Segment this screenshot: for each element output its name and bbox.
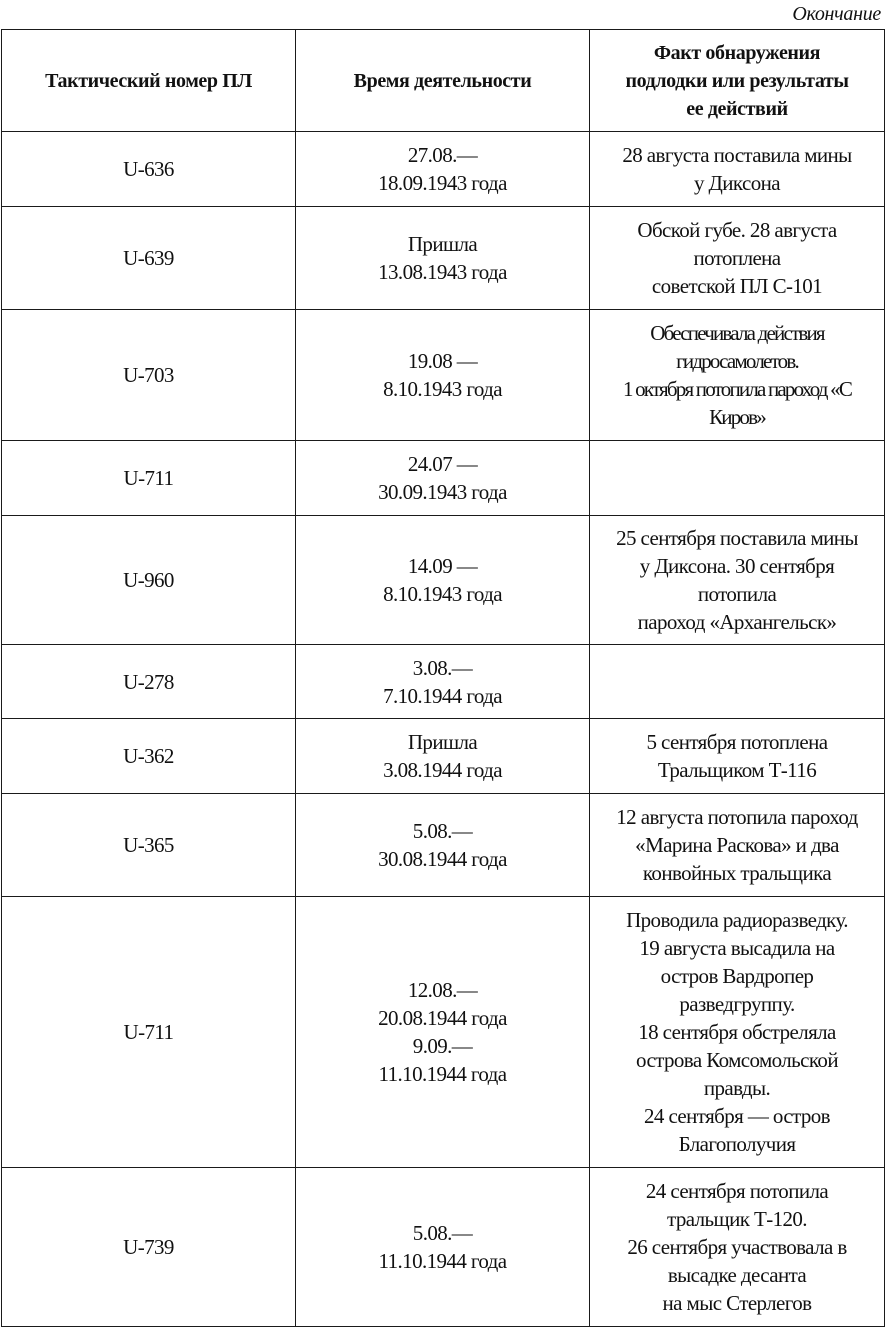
fact-line: 18 сентября обстреляла: [638, 1020, 836, 1044]
activity-time-cell: [296, 897, 590, 1168]
fact-line: Обеспечивала действия: [650, 321, 824, 345]
activity-time-line: 14.09 —: [407, 554, 478, 578]
tactical-number: U-365: [123, 833, 174, 857]
fact-line: потоплена: [693, 246, 781, 270]
activity-time-line: 5.08.—: [412, 1221, 473, 1245]
fact-line: Киров»: [709, 405, 765, 429]
fact-cell: [590, 441, 885, 516]
header-fact-line: Факт обнаружения: [653, 41, 821, 64]
activity-time-cell: [296, 441, 590, 516]
tactical-number: U-636: [123, 157, 174, 181]
fact-cell: [590, 207, 885, 310]
activity-time-line: 9.09.—: [412, 1034, 473, 1058]
tactical-number-cell: [2, 516, 296, 645]
activity-time-line: 30.08.1944 года: [378, 847, 507, 871]
fact-line: 12 августа потопила пароход: [616, 805, 858, 829]
table-row: [2, 719, 885, 794]
activity-time-line: 27.08.—: [407, 143, 478, 167]
fact-line: разведгруппу.: [679, 992, 795, 1016]
fact-cell: [590, 719, 885, 794]
activity-time-cell: [296, 645, 590, 719]
fact-line: 25 сентября поставила мины: [616, 526, 858, 550]
fact-cell: [590, 794, 885, 897]
table-row: [2, 441, 885, 516]
fact-line: советской ПЛ С-101: [651, 274, 823, 298]
activity-time-cell: [296, 794, 590, 897]
header-fact-line: ее действий: [686, 97, 788, 120]
submarine-activity-table: [1, 29, 885, 1327]
activity-time-line: 7.10.1944 года: [383, 683, 502, 708]
fact-cell: [590, 310, 885, 441]
tactical-number-cell: [2, 719, 296, 794]
table-row: [2, 645, 885, 719]
fact-cell: [590, 132, 885, 207]
fact-line: 19 августа высадила на: [639, 936, 835, 960]
activity-time-cell: [296, 132, 590, 207]
header-fact: [590, 30, 885, 132]
header-tactical-number: [2, 30, 296, 132]
fact-line: Тральщиком Т-116: [657, 758, 817, 782]
activity-time-line: 11.10.1944 года: [378, 1249, 507, 1273]
table-row: [2, 1168, 885, 1327]
tactical-number: U-739: [123, 1235, 174, 1259]
tactical-number-cell: [2, 441, 296, 516]
activity-time-line: Пришла: [407, 730, 478, 754]
fact-line: пароход «Архангельск»: [637, 610, 837, 634]
fact-line: 24 сентября — остров: [644, 1104, 830, 1128]
tactical-number: U-711: [123, 466, 174, 490]
fact-line: 24 сентября потопила: [645, 1179, 829, 1203]
header-tactical-number-text: Тактический номер ПЛ: [45, 69, 252, 92]
activity-time-line: 3.08.1944 года: [383, 758, 502, 782]
activity-time-cell: [296, 719, 590, 794]
activity-time-line: 19.08 —: [407, 349, 478, 373]
tactical-number: U-703: [123, 363, 174, 387]
table-row: [2, 794, 885, 897]
activity-time-line: 13.08.1943 года: [378, 260, 507, 284]
table-row: [2, 516, 885, 645]
tactical-number: U-278: [123, 669, 174, 694]
activity-time-line: 20.08.1944 года: [378, 1006, 507, 1030]
fact-line: 26 сентября участвовала в: [627, 1235, 847, 1259]
activity-time-line: Пришла: [407, 232, 478, 256]
fact-cell: [590, 516, 885, 645]
fact-cell: [590, 645, 885, 719]
fact-line: конвойных тральщика: [642, 861, 832, 885]
fact-line: острова Комсомольской: [636, 1048, 838, 1072]
header-activity-time: [296, 30, 590, 132]
fact-line: высадке десанта: [667, 1263, 807, 1287]
activity-time-line: 11.10.1944 года: [378, 1062, 507, 1086]
tactical-number: U-711: [123, 1020, 174, 1044]
continuation-label: Окончание: [792, 3, 881, 25]
activity-time-line: 3.08.—: [412, 655, 473, 680]
activity-time-line: 12.08.—: [407, 978, 478, 1002]
tactical-number-cell: [2, 897, 296, 1168]
activity-time-cell: [296, 516, 590, 645]
fact-line: Проводила радиоразведку.: [626, 908, 848, 932]
activity-time-cell: [296, 1168, 590, 1327]
fact-line: остров Вардропер: [660, 964, 814, 988]
tactical-number-cell: [2, 207, 296, 310]
fact-line: 28 августа поставила мины: [622, 143, 852, 167]
table-row: [2, 132, 885, 207]
activity-time-line: 8.10.1943 года: [383, 377, 502, 401]
tactical-number-cell: [2, 310, 296, 441]
activity-time-line: 8.10.1943 года: [383, 582, 502, 606]
activity-time-line: 30.09.1943 года: [378, 480, 507, 504]
tactical-number-cell: [2, 1168, 296, 1327]
table-row: [2, 897, 885, 1168]
tactical-number: U-362: [123, 744, 174, 768]
fact-line: на мыс Стерлегов: [662, 1291, 812, 1315]
tactical-number: U-960: [123, 568, 174, 592]
activity-time-line: 5.08.—: [412, 819, 473, 843]
fact-line: Обской губе. 28 августа: [637, 218, 837, 242]
fact-line: Благополучия: [678, 1132, 796, 1156]
fact-line: «Марина Раскова» и два: [635, 833, 839, 857]
tactical-number-cell: [2, 132, 296, 207]
tactical-number-cell: [2, 794, 296, 897]
fact-line: 5 сентября потоплена: [646, 730, 828, 754]
activity-time-line: 24.07 —: [407, 452, 478, 476]
fact-line: 1 октября потопила пароход «С: [622, 377, 852, 401]
header-activity-time-text: Время деятельности: [353, 69, 532, 92]
table-row: [2, 310, 885, 441]
fact-line: гидросамолетов.: [676, 349, 798, 373]
fact-line: потопила: [697, 582, 777, 606]
header-fact-line: подлодки или результаты: [625, 69, 849, 92]
tactical-number: U-639: [123, 246, 174, 270]
fact-line: тральщик Т-120.: [667, 1207, 807, 1231]
fact-line: у Диксона: [694, 171, 780, 195]
tactical-number-cell: [2, 645, 296, 719]
activity-time-cell: [296, 207, 590, 310]
activity-time-line: 18.09.1943 года: [378, 171, 507, 195]
fact-line: у Диксона. 30 сентября: [639, 554, 835, 578]
fact-line: правды.: [703, 1076, 771, 1100]
fact-cell: [590, 1168, 885, 1327]
table-row: [2, 207, 885, 310]
header-row: [2, 30, 885, 132]
activity-time-cell: [296, 310, 590, 441]
fact-cell: [590, 897, 885, 1168]
